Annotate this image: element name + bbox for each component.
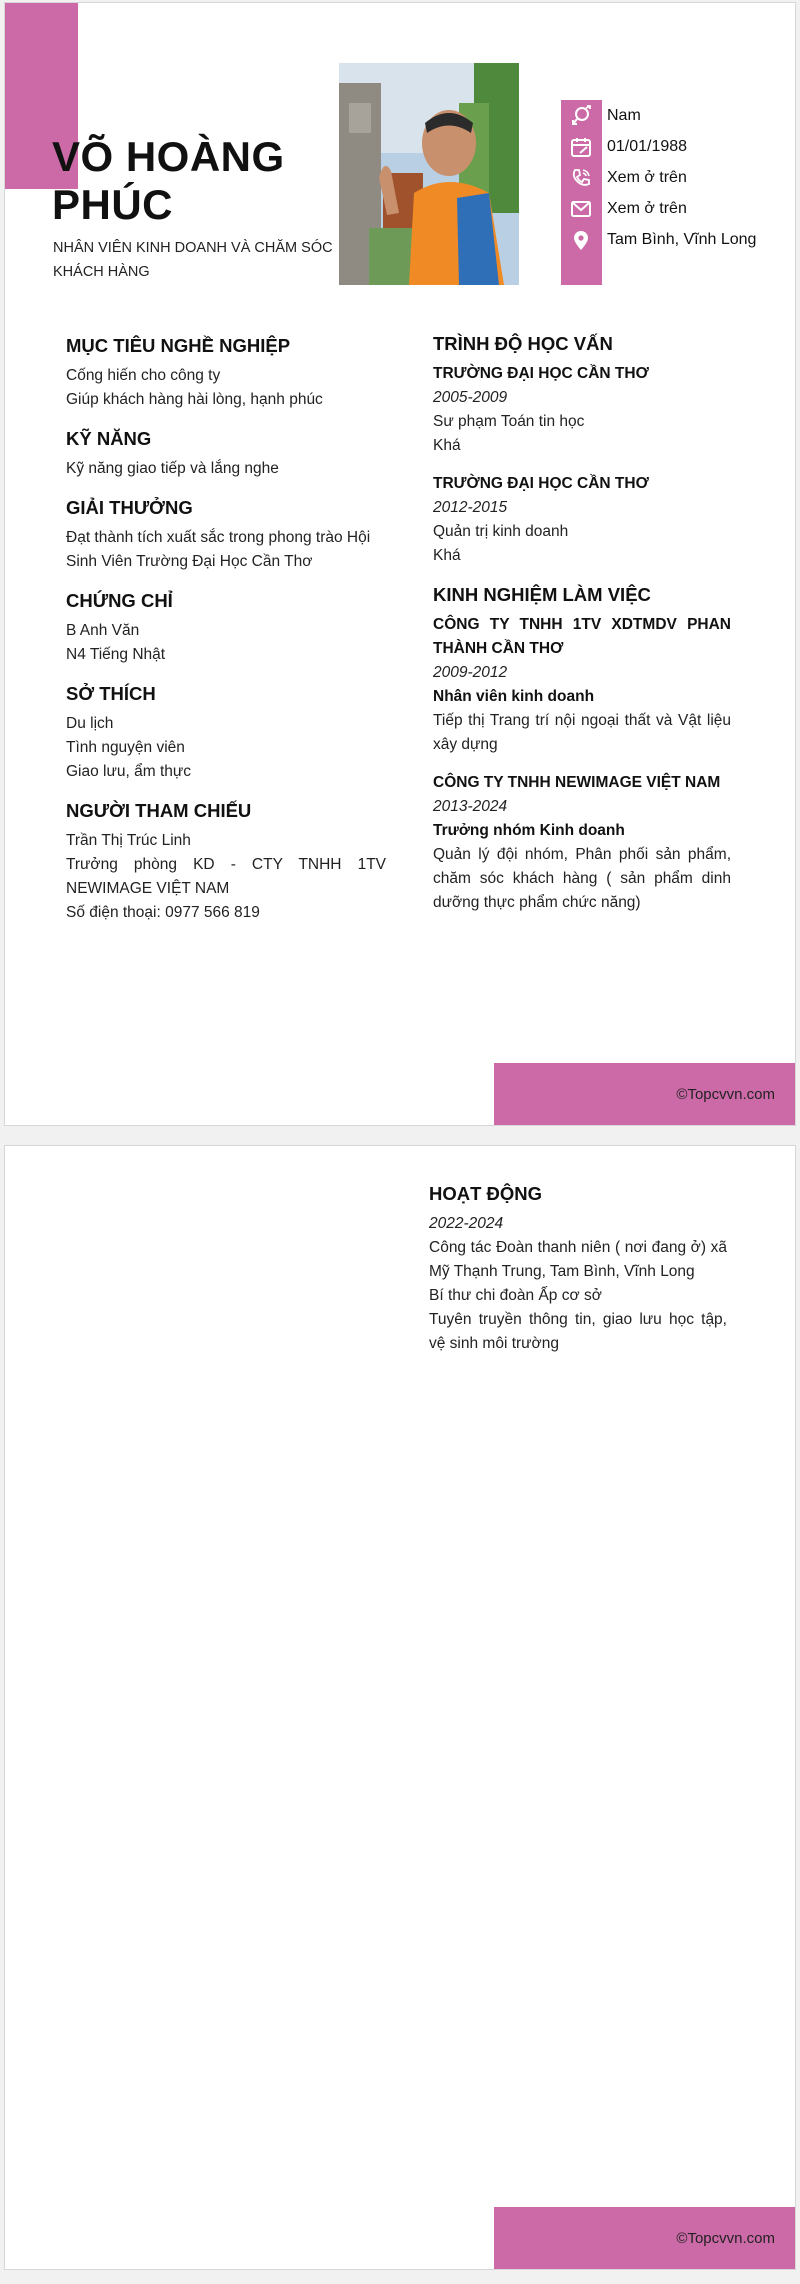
reference-phone: Số điện thoại: 0977 566 819 — [66, 904, 260, 921]
education-item — [433, 362, 731, 458]
activity-description: Bí thư chi đoàn Ấp cơ sở — [429, 1287, 602, 1304]
reference-name: Trần Thị Trúc Linh — [66, 832, 191, 849]
right-column — [433, 331, 731, 929]
objective-section — [66, 333, 386, 412]
experience-description: Tiếp thị Trang trí nội ngoại thất và Vật liệu xây dựng — [433, 712, 731, 753]
experience-heading: KINH NGHIỆM LÀM VIỆC — [433, 584, 651, 605]
objective-line: Giúp khách hàng hài lòng, hạnh phúc — [66, 391, 323, 408]
reference-position: Trưởng phòng KD - CTY TNHH 1TV NEWIMAGE VIỆT NAM — [66, 856, 386, 897]
education-grade: Khá — [433, 547, 461, 564]
certificates-section — [66, 588, 386, 667]
contact-gender — [561, 100, 781, 131]
education-period: 2012-2015 — [433, 499, 508, 516]
name-line-1: VÕ HOÀNG — [52, 133, 285, 180]
activities-section — [429, 1181, 727, 1356]
experience-item — [433, 771, 731, 915]
left-column — [66, 333, 386, 939]
gender-icon — [569, 105, 593, 127]
experience-period: 2009-2012 — [433, 664, 508, 681]
activity-description: Công tác Đoàn thanh niên ( nơi đang ở) xã Mỹ Thạnh Trung, Tam Bình, Vĩnh Long — [429, 1239, 727, 1280]
education-heading: TRÌNH ĐỘ HỌC VẤN — [433, 333, 613, 354]
resume-page-1 — [4, 2, 796, 1126]
email-value: Xem ở trên — [607, 200, 687, 217]
hobby-item: Tình nguyện viên — [66, 739, 185, 756]
references-heading: NGƯỜI THAM CHIẾU — [66, 800, 252, 821]
experience-section — [433, 582, 731, 915]
contact-birthday — [561, 131, 781, 162]
certificate-item: B Anh Văn — [66, 622, 140, 639]
contact-email — [561, 193, 781, 224]
contact-address — [561, 224, 781, 255]
experience-period: 2013-2024 — [433, 798, 508, 815]
profile-photo — [339, 63, 519, 285]
education-grade: Khá — [433, 437, 461, 454]
phone-icon — [569, 167, 593, 189]
experience-company: CÔNG TY TNHH NEWIMAGE VIỆT NAM — [433, 774, 721, 791]
footer-watermark: ©Topcvvn.com — [494, 1063, 795, 1125]
awards-section — [66, 495, 386, 574]
hobbies-heading: SỞ THÍCH — [66, 683, 156, 704]
experience-company: CÔNG TY TNHH 1TV XDTMDV PHAN THÀNH CẦN THƠ — [433, 616, 731, 657]
skills-section — [66, 426, 386, 481]
objective-line: Cống hiến cho công ty — [66, 367, 221, 384]
gender-value: Nam — [607, 107, 641, 124]
contact-list — [561, 100, 781, 255]
contact-phone — [561, 162, 781, 193]
education-period: 2005-2009 — [433, 389, 508, 406]
activities-heading: HOẠT ĐỘNG — [429, 1183, 543, 1204]
awards-heading: GIẢI THƯỞNG — [66, 497, 193, 518]
candidate-name — [52, 133, 285, 229]
education-section — [433, 331, 731, 568]
education-school: TRƯỜNG ĐẠI HỌC CẦN THƠ — [433, 365, 649, 382]
experience-description: Quản lý đội nhóm, Phân phối sản phẩm, chăm sóc khách hàng ( sản phẩm dinh dưỡng thực phẩm chức năng) — [433, 846, 731, 911]
education-item — [433, 472, 731, 568]
experience-role: Trưởng nhóm Kinh doanh — [433, 822, 625, 839]
birthday-value: 01/01/1988 — [607, 138, 688, 155]
address-value: Tam Bình, Vĩnh Long — [607, 231, 757, 248]
location-icon — [569, 229, 593, 251]
job-title: NHÂN VIÊN KINH DOANH VÀ CHĂM SÓC KHÁCH HÀNG — [53, 240, 333, 280]
references-section — [66, 798, 386, 925]
hobby-item: Du lịch — [66, 715, 114, 732]
phone-value: Xem ở trên — [607, 169, 687, 186]
hobbies-section — [66, 681, 386, 784]
experience-role: Nhân viên kinh doanh — [433, 688, 595, 705]
education-major: Quản trị kinh doanh — [433, 523, 569, 540]
skill-item: Kỹ năng giao tiếp và lắng nghe — [66, 460, 279, 477]
footer-watermark: ©Topcvvn.com — [494, 2207, 795, 2269]
certificates-heading: CHỨNG CHỈ — [66, 590, 173, 611]
experience-item — [433, 613, 731, 757]
award-item: Đạt thành tích xuất sắc trong phong trào Hội Sinh Viên Trường Đại Học Cần Thơ — [66, 529, 371, 570]
objective-heading: MỤC TIÊU NGHỀ NGHIỆP — [66, 335, 291, 356]
name-line-2: PHÚC — [52, 181, 174, 228]
resume-page-2 — [4, 1145, 796, 2270]
email-icon — [569, 198, 593, 220]
hobby-item: Giao lưu, ẩm thực — [66, 763, 191, 780]
education-major: Sư phạm Toán tin học — [433, 413, 585, 430]
calendar-icon — [569, 136, 593, 158]
activities-period: 2022-2024 — [429, 1215, 504, 1232]
education-school: TRƯỜNG ĐẠI HỌC CẦN THƠ — [433, 475, 649, 492]
skills-heading: KỸ NĂNG — [66, 428, 152, 449]
certificate-item: N4 Tiếng Nhật — [66, 646, 166, 663]
activity-description: Tuyên truyền thông tin, giao lưu học tập, vệ sinh môi trường — [429, 1311, 727, 1352]
